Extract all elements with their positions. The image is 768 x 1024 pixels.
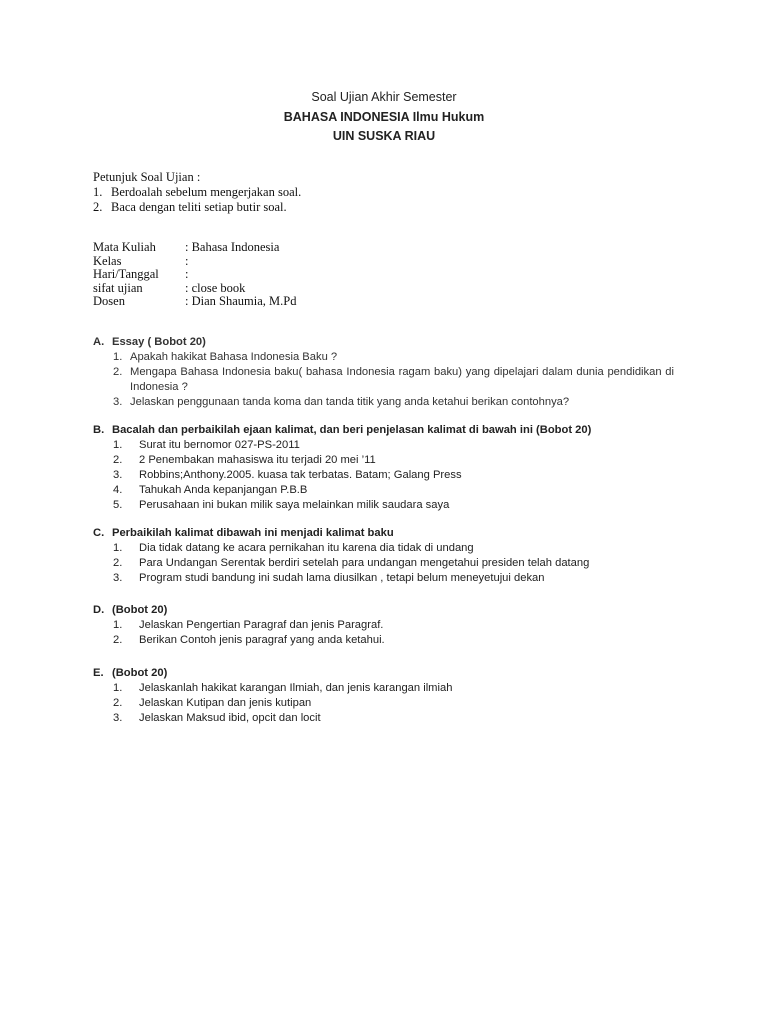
info-label: Dosen: [93, 294, 125, 309]
question-item: [113, 633, 385, 648]
instruction-number: 2.: [93, 199, 103, 214]
question-text: Apakah hakikat Bahasa Indonesia Baku ?: [130, 351, 338, 363]
section-a: [93, 335, 674, 410]
section-title: (Bobot 20): [112, 667, 168, 679]
question-item: [113, 556, 589, 571]
question-item: [113, 468, 591, 483]
section-b: [93, 423, 591, 513]
question-text: Jelaskanlah hakikat karangan Ilmiah, dan jenis karangan ilmiah: [139, 682, 453, 694]
question-number: 2.: [113, 557, 123, 569]
info-row-course: [93, 241, 296, 255]
instructions-title: Petunjuk Soal Ujian :: [93, 170, 201, 184]
question-text: Tahukah Anda kepanjangan P.B.B: [139, 484, 308, 496]
question-text: Jelaskan penggunaan tanda koma dan tanda titik yang anda ketahui berikan contohnya?: [130, 396, 570, 408]
info-label: Hari/Tanggal: [93, 267, 159, 282]
instruction-item: [93, 185, 301, 200]
question-item: [113, 618, 385, 633]
question-text: Program studi bandung ini sudah lama diusilkan , tetapi belum meneyetujui dekan: [139, 572, 545, 584]
question-number: 2.: [113, 697, 123, 709]
info-label: sifat ujian: [93, 280, 143, 295]
question-text: Mengapa Bahasa Indonesia baku( bahasa Indonesia ragam baku) yang dipelajari dalam dunia pendidikan di Indonesia ?: [130, 366, 674, 393]
question-list: [113, 350, 674, 410]
question-item: [113, 681, 452, 696]
document-header: [0, 88, 768, 147]
info-value: : Dian Shaumia, M.Pd: [185, 294, 297, 309]
info-value: : close book: [185, 280, 246, 295]
section-heading: [93, 423, 591, 438]
section-letter: D.: [93, 604, 105, 616]
info-row-lecturer: [93, 295, 296, 309]
question-text: Jelaskan Pengertian Paragraf dan jenis Paragraf.: [139, 619, 384, 631]
question-number: 4.: [113, 484, 123, 496]
section-c: [93, 526, 589, 586]
question-list: [113, 541, 589, 586]
question-item: [113, 711, 452, 726]
section-letter: E.: [93, 667, 104, 679]
exam-instructions: [93, 170, 301, 214]
header-title: Soal Ujian Akhir Semester: [311, 90, 457, 104]
info-label: Mata Kuliah: [93, 240, 156, 254]
question-list: [113, 438, 591, 513]
header-institution: UIN SUSKA RIAU: [332, 129, 436, 143]
question-number: 1.: [113, 439, 123, 451]
question-text: 2 Penembakan mahasiswa itu terjadi 20 mei ’11: [139, 454, 376, 466]
question-item: [113, 438, 591, 453]
section-letter: C.: [93, 527, 105, 539]
question-item: [113, 483, 591, 498]
info-value: : Bahasa Indonesia: [185, 240, 280, 254]
info-value: :: [185, 267, 189, 282]
info-value: :: [185, 253, 189, 268]
question-text: Jelaskan Kutipan dan jenis kutipan: [139, 697, 312, 709]
section-title: (Bobot 20): [112, 604, 168, 616]
question-item: [113, 571, 589, 586]
question-number: 1.: [113, 351, 123, 363]
question-number: 1.: [113, 542, 123, 554]
question-text: Jelaskan Maksud ibid, opcit dan locit: [139, 712, 321, 724]
instruction-item: [93, 200, 301, 215]
question-number: 2.: [113, 634, 123, 646]
question-item: [113, 498, 591, 513]
section-heading: [93, 335, 674, 350]
question-number: 2.: [113, 366, 123, 378]
section-title: Essay ( Bobot 20): [112, 336, 206, 348]
question-text: Surat itu bernomor 027-PS-2011: [139, 439, 300, 451]
question-number: 2.: [113, 454, 123, 466]
question-text: Berikan Contoh jenis paragraf yang anda ketahui.: [139, 634, 385, 646]
section-heading: [93, 526, 589, 541]
section-d: [93, 603, 385, 648]
question-item: [113, 453, 591, 468]
question-number: 1.: [113, 682, 123, 694]
question-number: 3.: [113, 396, 123, 408]
info-row-exam-type: [93, 282, 296, 296]
info-row-date: [93, 268, 296, 282]
section-letter: B.: [93, 424, 105, 436]
question-number: 3.: [113, 712, 123, 724]
header-subject: BAHASA INDONESIA Ilmu Hukum: [283, 109, 485, 124]
question-item: [113, 350, 674, 365]
question-list: [113, 681, 452, 726]
question-item: [113, 395, 674, 410]
question-number: 1.: [113, 619, 123, 631]
question-item: [113, 541, 589, 556]
question-number: 3.: [113, 469, 123, 481]
question-item: [113, 696, 452, 711]
info-label: Kelas: [93, 253, 122, 268]
section-title: Perbaikilah kalimat dibawah ini menjadi kalimat baku: [112, 527, 394, 539]
section-e: [93, 666, 452, 726]
question-number: 3.: [113, 572, 123, 584]
instruction-number: 1.: [93, 184, 103, 199]
question-list: [113, 618, 385, 648]
section-title: Bacalah dan perbaikilah ejaan kalimat, dan beri penjelasan kalimat di bawah ini (Bobot 20): [112, 424, 592, 436]
question-number: 5.: [113, 499, 123, 511]
instruction-text: Baca dengan teliti setiap butir soal.: [111, 199, 287, 214]
instruction-text: Berdoalah sebelum mengerjakan soal.: [111, 184, 302, 199]
course-info: [93, 241, 296, 309]
info-row-class: [93, 255, 296, 269]
section-letter: A.: [93, 336, 105, 348]
question-text: Dia tidak datang ke acara pernikahan itu karena dia tidak di undang: [139, 542, 474, 554]
question-text: Robbins;Anthony.2005. kuasa tak terbatas. Batam; Galang Press: [139, 469, 462, 481]
question-text: Perusahaan ini bukan milik saya melainkan milik saudara saya: [139, 499, 450, 511]
question-item: [113, 365, 674, 395]
section-heading: [93, 666, 452, 681]
section-heading: [93, 603, 385, 618]
question-text: Para Undangan Serentak berdiri setelah para undangan mengetahui presiden telah datang: [139, 557, 590, 569]
